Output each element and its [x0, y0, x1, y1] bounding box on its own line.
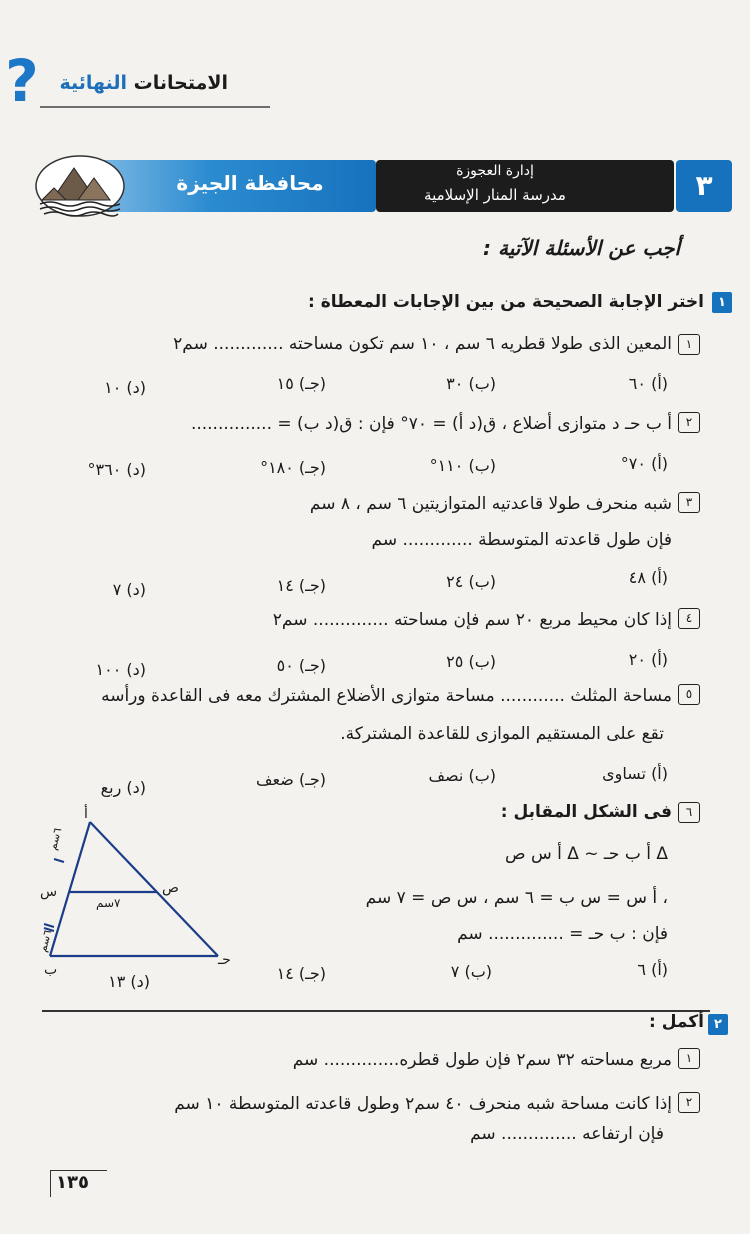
q2-option-d[interactable]: (د) ٣٦٠°	[87, 460, 146, 479]
q3-option-b[interactable]: (ب) ٢٤	[446, 572, 496, 591]
q6-option-d[interactable]: (د) ١٣	[108, 972, 150, 991]
q5-line1: مساحة المثلث ............ مساحة متوازى الأضلاع المشترك معه فى القاعدة ورأسه	[101, 686, 672, 706]
q1-number: ١	[678, 334, 700, 355]
q4-text: إذا كان محيط مربع ٢٠ سم فإن مساحته .............. سم٢	[272, 610, 672, 630]
q2-text: أ ب حـ د متوازى أضلاع ، ق(د أ) = ٧٠° فإن : ق(د ب) = ...............	[190, 414, 672, 434]
q5-line2: تقع على المستقيم الموازى للقاعدة المشتركة.	[340, 724, 664, 744]
q4-option-d[interactable]: (د) ١٠٠	[95, 660, 146, 679]
q1-option-a[interactable]: (أ) ٦٠	[628, 374, 668, 393]
q5-option-d[interactable]: (د) ربع	[100, 778, 146, 797]
q4-option-c[interactable]: (جـ) ٥٠	[276, 656, 326, 675]
section1-badge: ١	[712, 292, 732, 313]
book-title-part1: الامتحانات	[133, 72, 228, 94]
q3-option-c[interactable]: (جـ) ١٤	[276, 576, 326, 595]
q2-number: ٢	[678, 412, 700, 433]
section2-badge: ٢	[708, 1014, 728, 1035]
side-ss-length: ٧سم	[96, 896, 121, 910]
school-name: مدرسة المنار الإسلامية	[424, 186, 566, 204]
exam-number: ٣	[676, 160, 732, 212]
q4-number: ٤	[678, 608, 700, 629]
s2q2-line1: إذا كانت مساحة شبه منحرف ٤٠ سم٢ وطول قاعدته المتوسطة ١٠ سم	[174, 1094, 672, 1114]
q3-option-a[interactable]: (أ) ٤٨	[628, 568, 668, 587]
book-title-part2: النهائية	[59, 72, 127, 94]
q3-option-d[interactable]: (د) ٧	[112, 580, 146, 599]
section2-title: أكمل :	[648, 1012, 704, 1032]
vertex-c-label: حـ	[218, 952, 231, 968]
q2-option-b[interactable]: (ب) ١١٠°	[429, 456, 496, 475]
section1-title: اختر الإجابة الصحيحة من بين الإجابات المعطاة :	[308, 292, 704, 312]
s2q2-number: ٢	[678, 1092, 700, 1113]
header-divider	[40, 106, 270, 108]
q3-line2: فإن طول قاعدته المتوسطة ............. سم	[371, 530, 672, 550]
side-as-length: ٦سم	[46, 826, 65, 852]
q1-option-c[interactable]: (جـ) ١٥	[276, 374, 326, 393]
page-number: ١٣٥	[56, 1172, 89, 1193]
q4-option-b[interactable]: (ب) ٢٥	[446, 652, 496, 671]
question-mark-logo: ?	[5, 47, 39, 115]
book-title	[60, 72, 229, 94]
q2-option-c[interactable]: (جـ) ١٨٠°	[260, 458, 326, 477]
q5-option-a[interactable]: (أ) تساوى	[602, 764, 668, 783]
q1-text: المعين الذى طولا قطريه ٦ سم ، ١٠ سم تكون مساحته ............. سم٢	[173, 334, 672, 354]
q5-option-b[interactable]: (ب) نصف	[428, 766, 496, 785]
q6-number: ٦	[678, 802, 700, 823]
instruction-heading: أجب عن الأسئلة الآتية :	[483, 236, 680, 260]
vertex-sad-label: ص	[162, 880, 179, 896]
q4-option-a[interactable]: (أ) ٢٠	[628, 650, 668, 669]
section-divider	[42, 1010, 710, 1012]
school-district: إدارة العجوزة	[456, 163, 534, 179]
q6-option-c[interactable]: (جـ) ١٤	[276, 964, 326, 983]
q2-option-a[interactable]: (أ) ٧٠°	[620, 454, 668, 473]
governorate-name: محافظة الجيزة	[176, 171, 324, 195]
q6-line2: Δ أ ب حـ ~ Δ أ س ص	[504, 844, 668, 864]
q5-number: ٥	[678, 684, 700, 705]
q6-line4: فإن : ب حـ = .............. سم	[457, 924, 668, 944]
q3-line1: شبه منحرف طولا قاعدتيه المتوازيتين ٦ سم ، ٨ سم	[309, 494, 672, 514]
pyramids-icon	[34, 148, 126, 220]
vertex-a-label: أ	[84, 806, 88, 822]
s2q2-line2: فإن ارتفاعه .............. سم	[470, 1124, 664, 1144]
side-sb-length: ٦سم	[36, 928, 55, 954]
q6-option-b[interactable]: (ب) ٧	[450, 962, 492, 981]
q6-option-a[interactable]: (أ) ٦	[637, 960, 668, 979]
s2q1-text: مربع مساحته ٣٢ سم٢ فإن طول قطره.............. سم	[292, 1050, 672, 1070]
vertex-b-label: ب	[44, 962, 58, 978]
q1-option-d[interactable]: (د) ١٠	[104, 378, 146, 397]
q3-number: ٣	[678, 492, 700, 513]
q5-option-c[interactable]: (جـ) ضعف	[255, 770, 326, 789]
q6-line3: ، أ س = س ب = ٦ سم ، س ص = ٧ سم	[365, 888, 668, 908]
q1-option-b[interactable]: (ب) ٣٠	[446, 374, 496, 393]
vertex-s-label: س	[40, 884, 58, 900]
q6-line1: فى الشكل المقابل :	[500, 802, 672, 822]
s2q1-number: ١	[678, 1048, 700, 1069]
